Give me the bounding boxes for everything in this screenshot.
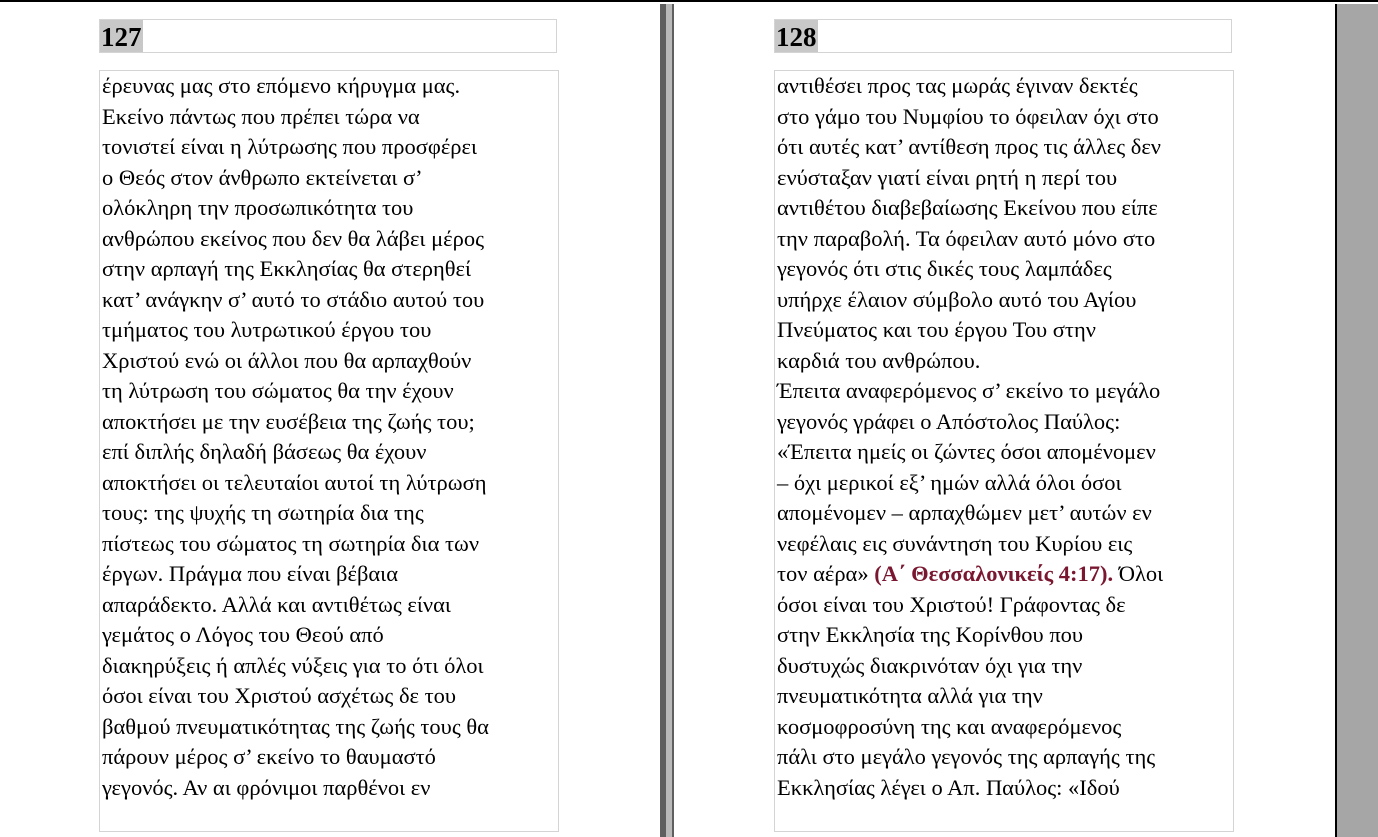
- text-line: βαθμού πνευματικότητας της ζωής τους θα: [102, 713, 489, 739]
- text-line: αποκτήσει με την ευσέβεια της ζωής του;: [102, 408, 475, 434]
- text-line: γεγονός ότι στις δικές τους λαμπάδες: [777, 256, 1112, 281]
- text-frame: [99, 70, 559, 832]
- vertical-scrollbar[interactable]: [1337, 4, 1378, 837]
- text-line: ότι αυτές κατ’ αντίθεση προς τις άλλες δεν: [777, 134, 1161, 159]
- text-line: πίστεως του σώματος τη σωτηρία δια των: [102, 530, 480, 556]
- page-127: [0, 4, 660, 837]
- text-line: δυστυχώς διακρινόταν όχι για την: [777, 652, 1083, 678]
- text-line: Εκείνο πάντως που πρέπει τώρα να: [102, 103, 420, 129]
- text-line: έρευνας μας στο επόμενο κήρυγμα μας.: [102, 73, 461, 98]
- page-header-box: [774, 19, 1232, 53]
- text-line: πάλι στο μεγάλο γεγονός της αρπαγής της: [777, 744, 1156, 769]
- scripture-reference: (Α΄ Θεσσαλονικείς 4:17).: [874, 561, 1114, 586]
- page-number: 128: [776, 22, 817, 52]
- text-line: όσοι είναι του Χριστού ασχέτως δε του: [102, 683, 457, 708]
- text-line: στην Εκκλησία της Κορίνθου που: [777, 622, 1084, 647]
- text-line: ολόκληρη την προσωπικότητα του: [102, 195, 414, 220]
- page-number: 127: [101, 22, 142, 52]
- text-line: αντιθέσει προς τας μωράς έγιναν δεκτές: [777, 73, 1138, 98]
- text-line: – όχι μερικοί εξ’ ημών αλλά όλοι όσοι: [777, 469, 1122, 495]
- text-line: απομένομεν – αρπαχθώμεν μετ’ αυτών εν: [777, 500, 1152, 525]
- text-line: ο Θεός στον άνθρωπο εκτείνεται σ’: [102, 164, 423, 190]
- text-line: τη λύτρωση του σώματος θα την έχουν: [102, 378, 454, 403]
- text-line: πνευματικότητα αλλά για την: [777, 683, 1043, 708]
- text-line: στο γάμο του Νυμφίου το όφειλαν όχι στο: [777, 103, 1159, 129]
- text-line: έργων. Πράγμα που είναι βέβαια: [102, 561, 399, 586]
- text-line: «Έπειτα ημείς οι ζώντες όσοι απομένομεν: [777, 439, 1156, 464]
- text-line: στην αρπαγή της Εκκλησίας θα στερηθεί: [102, 256, 472, 281]
- page-128: [674, 4, 1336, 837]
- text-line: γεγονός γράφει ο Απόστολος Παύλος:: [777, 408, 1121, 434]
- text-line: κοσμοφροσύνη της και αναφερόμενος: [777, 713, 1122, 739]
- text-line: επί διπλής δηλαδή βάσεως θα έχουν: [102, 439, 427, 464]
- text-line: αντιθέτου διαβεβαίωσης Εκείνου που είπε: [777, 195, 1158, 220]
- text-line: απαράδεκτο. Αλλά και αντιθέτως είναι: [102, 591, 451, 617]
- text-line: υπήρχε έλαιον σύμβολο αυτό του Αγίου: [777, 286, 1137, 312]
- text-line: αποκτήσει οι τελευταίοι αυτοί τη λύτρωση: [102, 469, 487, 495]
- page-header-box: [99, 19, 557, 53]
- text-line: γεμάτος ο Λόγος του Θεού από: [102, 622, 384, 647]
- text-line: τμήματος του λυτρωτικού έργου του: [102, 317, 432, 342]
- text-line-with-reference: [775, 559, 1233, 590]
- text-line: Πνεύματος και του έργου Του στην: [777, 317, 1096, 342]
- text-line: την παραβολή. Τα όφειλαν αυτό μόνο στο: [777, 225, 1156, 251]
- text-line: τους: της ψυχής τη σωτηρία δια της: [102, 500, 424, 525]
- text-fragment: τον αέρα»: [777, 561, 875, 586]
- text-line: Έπειτα αναφερόμενος σ’ εκείνο το μεγάλο: [777, 378, 1161, 403]
- text-line: διακηρύξεις ή απλές νύξεις για το ότι όλοι: [102, 652, 484, 678]
- text-frame: [774, 70, 1234, 832]
- text-line: πάρουν μέρος σ’ εκείνο το θαυμαστό: [102, 744, 436, 769]
- text-line: όσοι είναι του Χριστού! Γράφοντας δε: [777, 591, 1126, 617]
- text-line: νεφέλαις εις συνάντηση του Κυρίου εις: [777, 530, 1133, 556]
- text-line: κατ’ ανάγκην σ’ αυτό το στάδιο αυτού του: [102, 286, 485, 312]
- text-line: Χριστού ενώ οι άλλοι που θα αρπαχθούν: [102, 347, 472, 373]
- text-fragment: Όλοι: [1113, 561, 1164, 586]
- text-line: Εκκλησίας λέγει ο Απ. Παύλος: «Ιδού: [777, 774, 1120, 800]
- text-line: καρδιά του ανθρώπου.: [777, 347, 981, 373]
- text-line: ανθρώπου εκείνος που δεν θα λάβει μέρος: [102, 225, 484, 251]
- text-line: γεγονός. Αν αι φρόνιμοι παρθένοι εν: [102, 774, 431, 800]
- text-line: ενύσταξαν γιατί είναι ρητή η περί του: [777, 164, 1118, 190]
- text-line: τονιστεί είναι η λύτρωσης που προσφέρει: [102, 134, 478, 159]
